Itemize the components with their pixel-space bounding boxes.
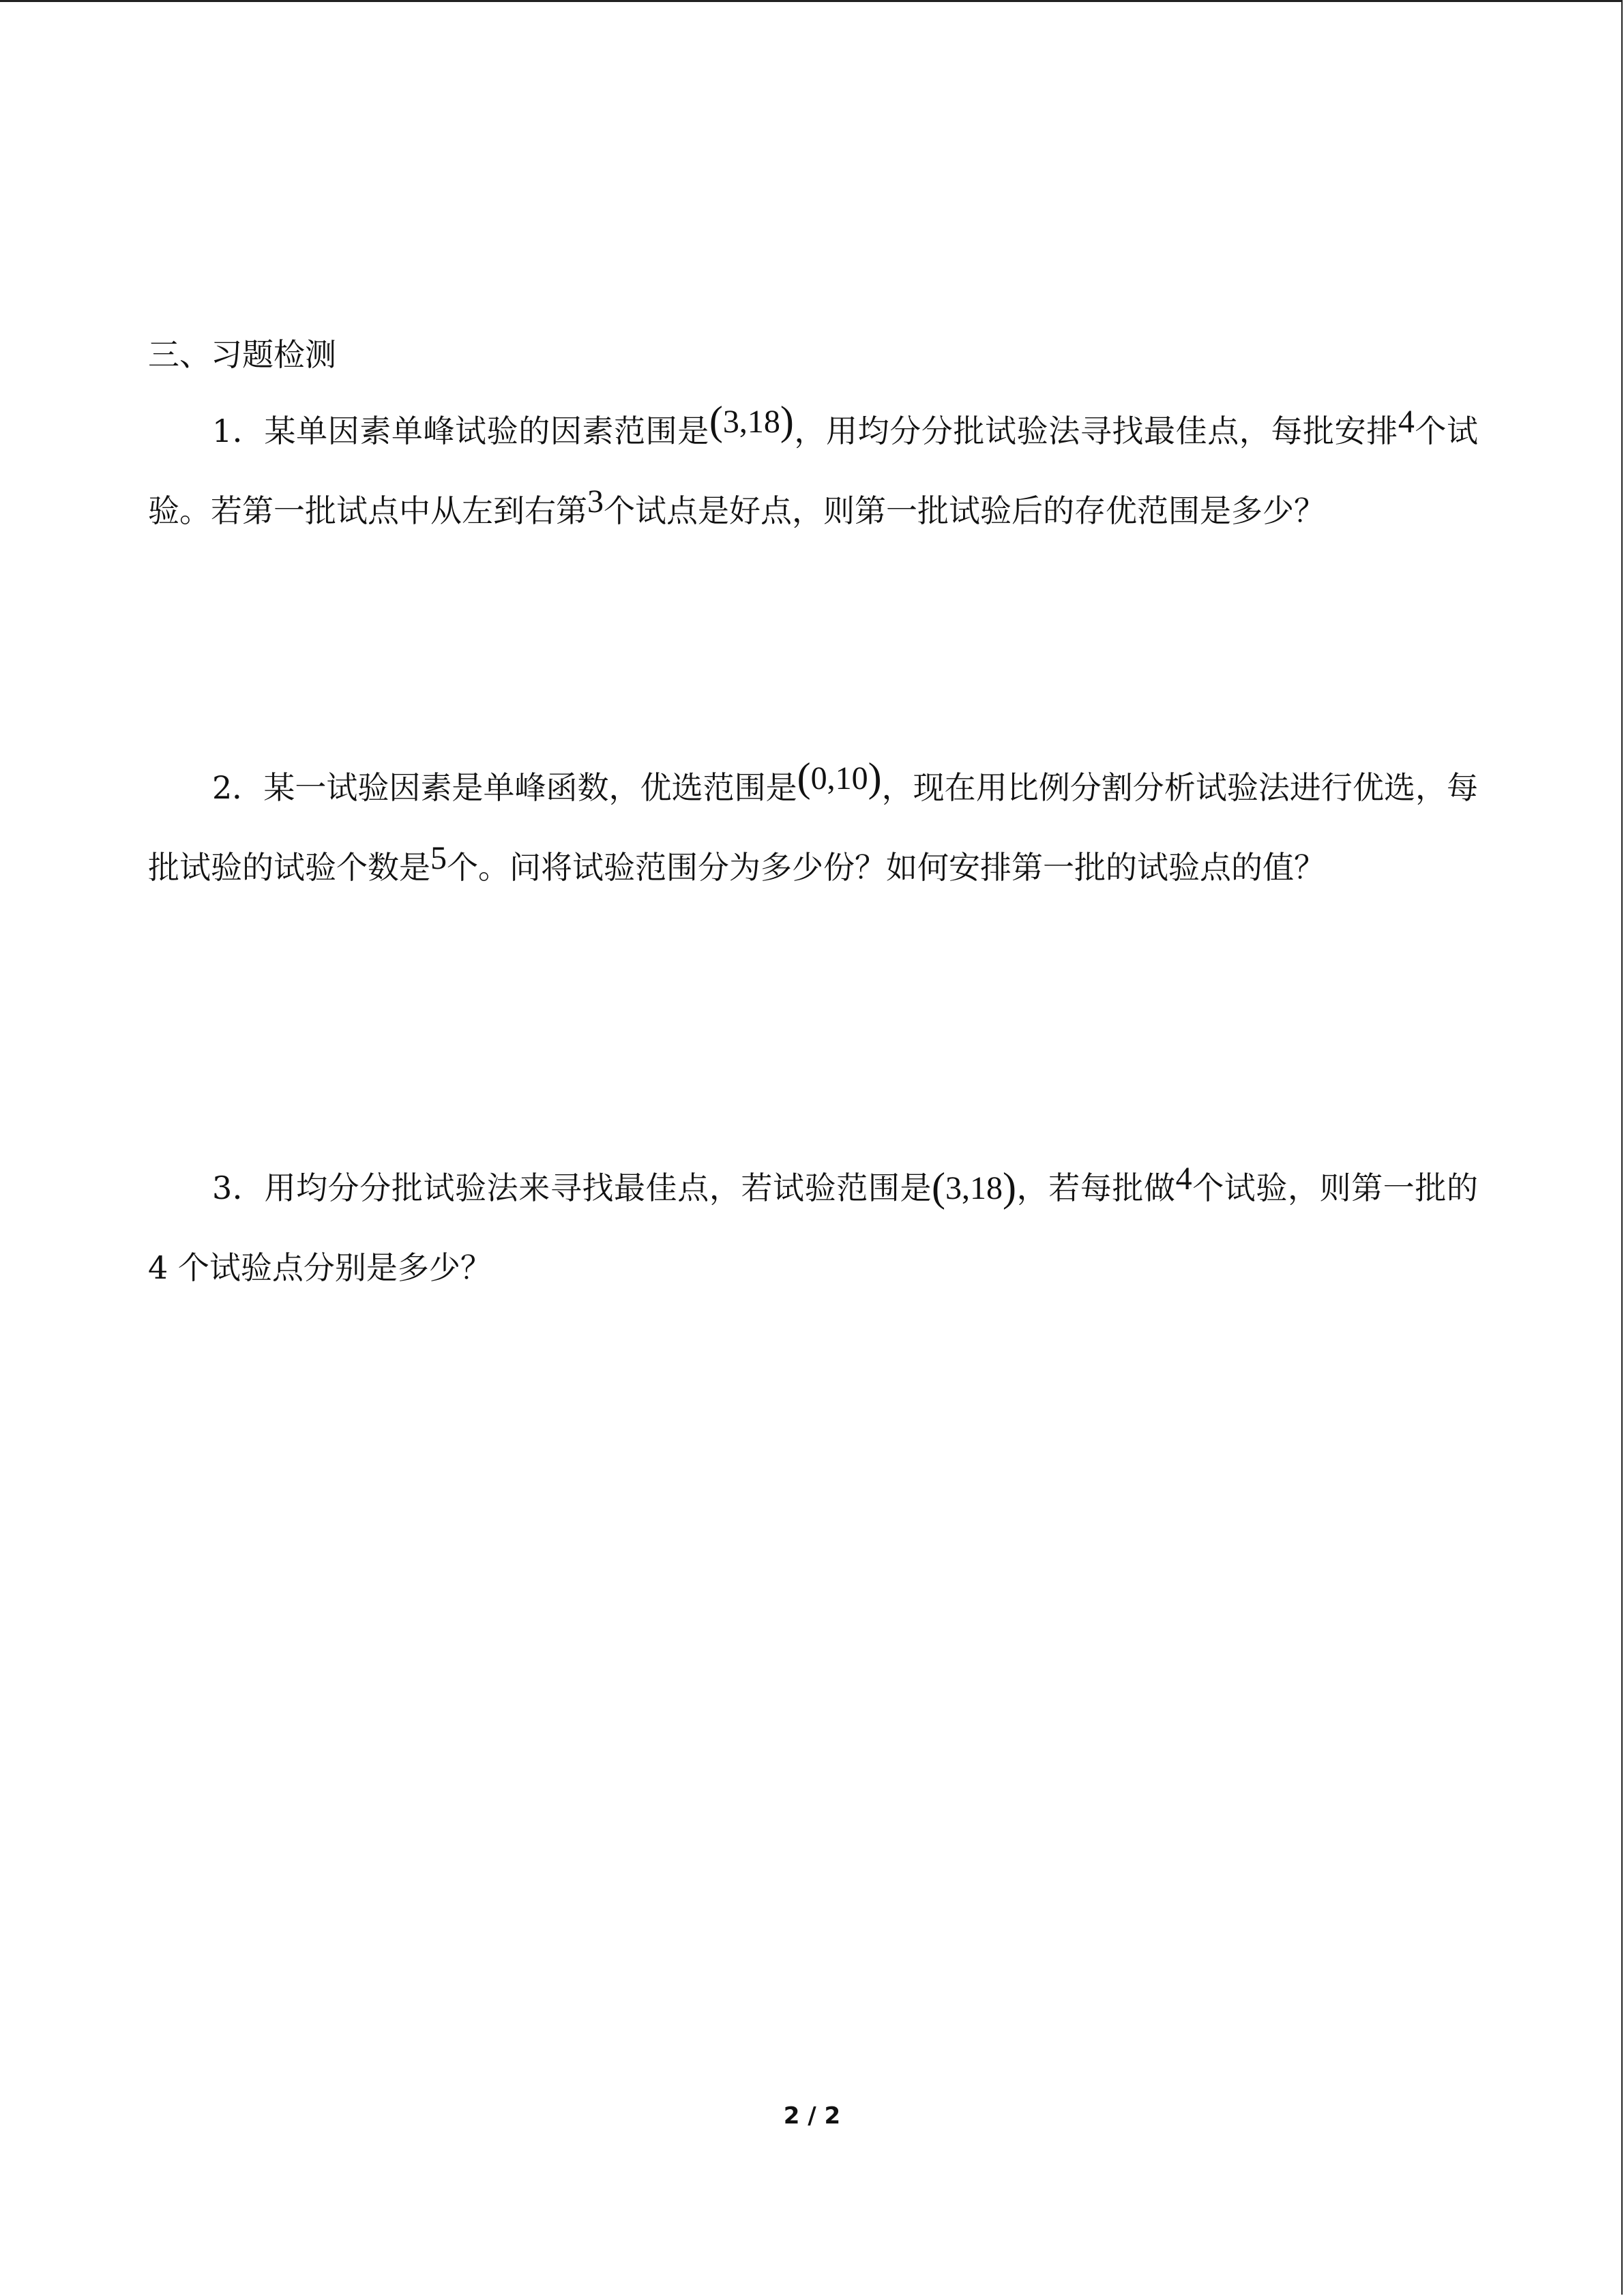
question-text: 个试点是好点，则第一批试验后的存优范围是多少？ [604, 492, 1325, 529]
question-text: ，现在用比例分割分析试验法进行优选，每批试验的试验个数是 [148, 769, 1479, 886]
question-text: 个。问将试验范围分为多少份？如何安排第一批的试验点的值？ [447, 849, 1325, 886]
question-text: 个试验，则第一批的 4 个试验点分别是多少？ [148, 1169, 1478, 1286]
question-number: 2． [212, 769, 264, 806]
number-math: 5 [430, 840, 447, 876]
number-math: 4 [1398, 404, 1415, 440]
question-2 [148, 745, 1478, 908]
question-text: 某单因素单峰试验的因素范围是 [264, 413, 709, 449]
section-heading: 三、习题检测 [148, 336, 336, 373]
number-math: 4 [1175, 1161, 1192, 1197]
question-1 [148, 389, 1478, 551]
question-text: 某一试验因素是单峰函数，优选范围是 [263, 769, 797, 806]
question-3 [148, 1146, 1478, 1307]
interval-math: (3,18) [932, 1165, 1017, 1210]
question-number: 1． [212, 413, 265, 449]
question-text: ，用均分分批试验法寻找最佳点，每批安排 [793, 413, 1398, 449]
question-text: 用均分分批试验法来寻找最佳点，若试验范围是 [264, 1169, 932, 1206]
question-number: 3． [212, 1169, 265, 1206]
question-text: ，若每批做 [1016, 1169, 1176, 1206]
interval-math: (3,18) [709, 398, 794, 443]
question-text: 个试验。若第一批试点中从左到右第 [148, 413, 1479, 529]
interval-math: (0,10) [797, 755, 882, 800]
page-number: 2 / 2 [783, 2102, 841, 2130]
number-math: 3 [587, 483, 604, 520]
